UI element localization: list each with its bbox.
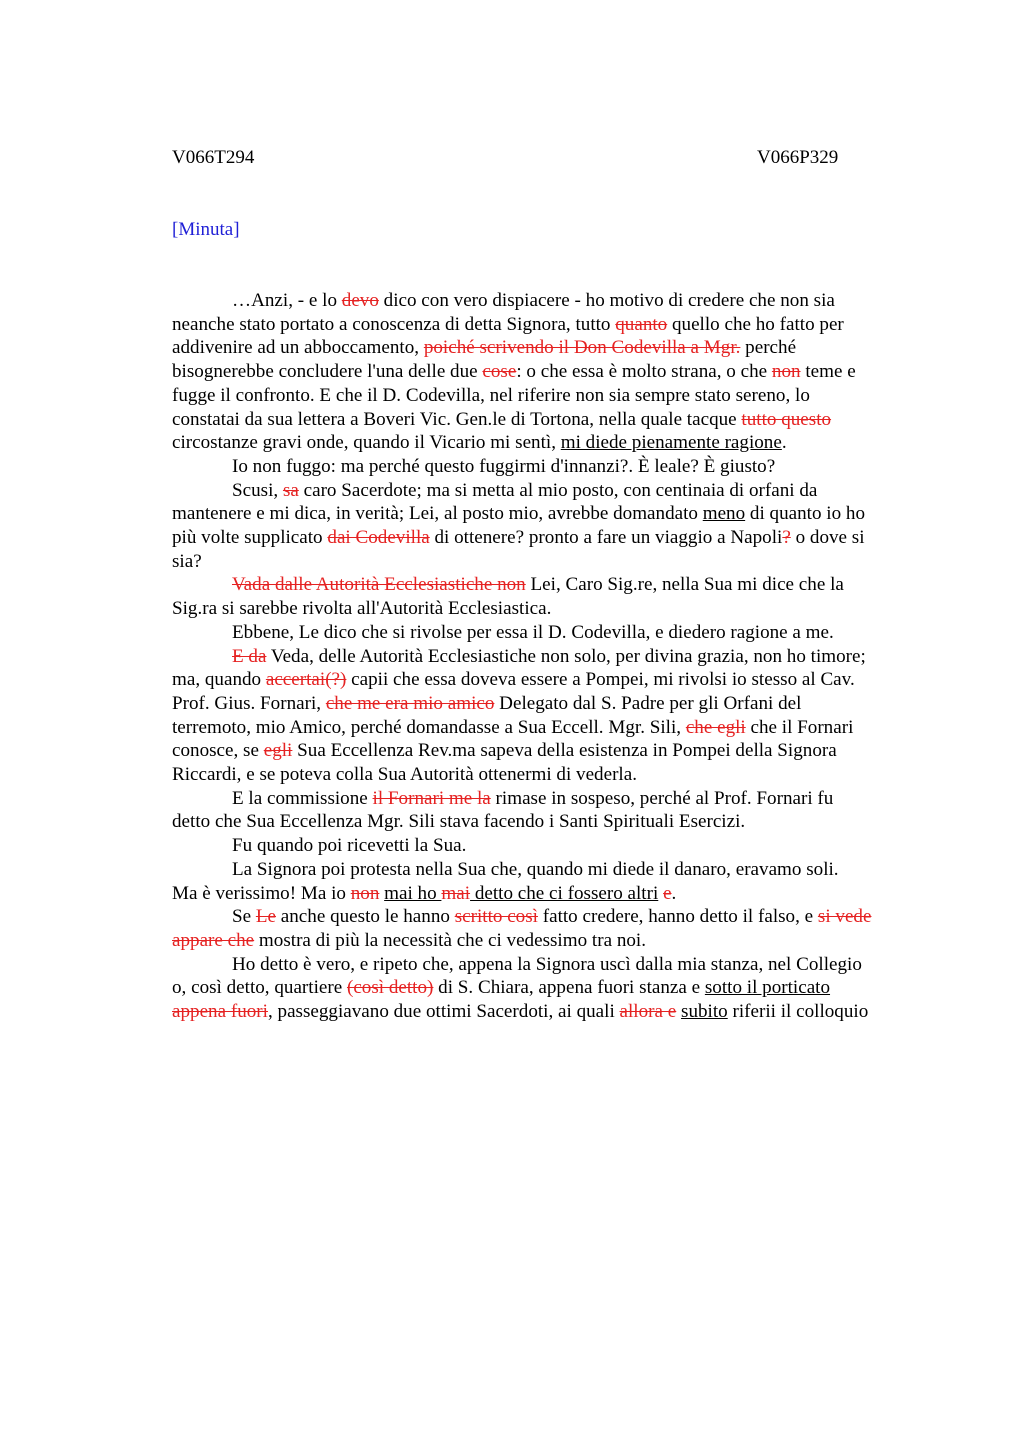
text-line (172, 692, 932, 716)
text-segment: che il Fornari (745, 716, 854, 738)
underlined-text: subito (681, 1001, 728, 1023)
text-line (172, 502, 932, 526)
text-line (172, 953, 932, 977)
text-segment: mostra di più la necessità che ci vedessimo tra noi. (254, 929, 646, 951)
text-line (172, 1000, 932, 1024)
text-segment: sia? (172, 550, 202, 572)
text-line (172, 573, 932, 597)
text-segment: circostanze gravi onde, quando il Vicario mi sentì, (172, 432, 561, 454)
deleted-text: devo (341, 290, 379, 311)
text-segment: o dove si (790, 527, 865, 549)
deleted-text: tutto questo (741, 408, 832, 430)
text-segment: addivenire ad un abboccamento, (172, 337, 424, 359)
text-segment: caro Sacerdote; ma si metta al mio posto, con centinaia di orfani da (298, 479, 818, 501)
deleted-text: appare che (172, 929, 255, 951)
deleted-text: ? (782, 527, 791, 549)
letter-body (172, 289, 932, 1024)
text-line (172, 905, 932, 929)
text-segment: Scusi, (232, 479, 283, 501)
text-line (172, 739, 932, 763)
text-line (172, 336, 932, 360)
underlined-text: detto che ci fossero altri (470, 882, 659, 904)
deleted-text: si vede (817, 906, 872, 928)
deleted-text: cose (482, 361, 517, 383)
text-segment: Delegato dal S. Padre per gli Orfani del (494, 692, 802, 714)
text-segment: riferii il colloquio (727, 1001, 869, 1023)
text-segment: capii che essa doveva essere a Pompei, mi rivolsi io stesso al Cav. (346, 669, 855, 691)
text-line (172, 455, 932, 479)
deleted-text: scritto così (454, 906, 538, 928)
text-line (172, 431, 932, 455)
text-segment: di quanto io ho (745, 503, 866, 525)
text-line (172, 408, 932, 432)
text-segment: detto che Sua Eccellenza Mgr. Sili stava facendo i Santi Spirituali Esercizi. (172, 811, 746, 833)
text-segment: rimase in sospeso, perché al Prof. Fornari fu (490, 787, 834, 809)
text-segment: . (781, 432, 787, 454)
text-segment: : o che essa è molto strana, o che (516, 361, 772, 383)
text-segment: dico con vero dispiacere - ho motivo di credere che non sia (378, 290, 835, 311)
text-segment: , passeggiavano due ottimi Sacerdoti, ai quali (267, 1001, 620, 1023)
text-segment: Sua Eccellenza Rev.ma sapeva della esistenza in Pompei della Signora (292, 740, 837, 762)
underlined-text: mai ho (384, 882, 442, 904)
text-segment: conosce, se (172, 740, 264, 762)
deleted-text: mai (441, 882, 471, 904)
text-line (172, 668, 932, 692)
text-line (172, 384, 932, 408)
text-segment: ma, quando (172, 669, 266, 691)
deleted-text: E da (232, 645, 267, 667)
deleted-text: allora e (619, 1001, 677, 1023)
text-line (172, 929, 932, 953)
text-line (172, 526, 932, 550)
text-segment: Se (232, 906, 256, 928)
text-segment: o, così detto, quartiere (172, 977, 347, 999)
text-segment: più volte supplicato (172, 527, 328, 549)
text-line (172, 810, 932, 834)
text-line (172, 858, 932, 882)
text-line (172, 360, 932, 384)
deleted-text: poiché scrivendo il Don Codevilla a Mgr. (423, 337, 741, 359)
text-segment: di ottenere? pronto a fare un viaggio a Napoli (429, 527, 783, 549)
text-line (172, 763, 932, 787)
text-line (172, 289, 932, 313)
text-segment: …Anzi, - e lo (232, 290, 342, 311)
deleted-text: che egli (685, 716, 746, 738)
deleted-text: e (663, 882, 672, 904)
deleted-text: non (771, 361, 801, 383)
text-segment: Lei, Caro Sig.re, nella Sua mi dice che la (525, 574, 844, 596)
text-line (172, 550, 932, 574)
text-segment: quello che ho fatto per (667, 313, 844, 335)
text-segment: Io non fuggo: ma perché questo fuggirmi d'innanzi?. È leale? È giusto? (232, 455, 776, 477)
text-line (172, 597, 932, 621)
deleted-text: sa (282, 479, 299, 501)
document-code-left: V066T294 (172, 147, 255, 168)
text-line (172, 834, 932, 858)
deleted-text: che me era mio amico (325, 692, 495, 714)
text-segment: Prof. Gius. Fornari, (172, 692, 326, 714)
deleted-text: Vada dalle Autorità Ecclesiastiche non (232, 574, 526, 596)
underlined-text: sotto il porticato (704, 977, 831, 999)
deleted-text: accertai(?) (265, 669, 347, 691)
text-segment: anche questo le hanno (276, 906, 455, 928)
text-segment: bisognerebbe concludere l'una delle due (172, 361, 483, 383)
underlined-text: mi diede pienamente ragione (560, 432, 782, 454)
text-line (172, 645, 932, 669)
deleted-text: (così detto) (346, 977, 434, 999)
deleted-text: non (350, 882, 380, 904)
text-segment: mantenere e mi dica, in verità; Lei, al posto mio, avrebbe domandato (172, 503, 703, 525)
text-line (172, 787, 932, 811)
text-line (172, 882, 932, 906)
text-segment: Veda, delle Autorità Ecclesiastiche non solo, per divina grazia, non ho timore; (266, 645, 866, 667)
text-segment: constatai da sua lettera a Boveri Vic. Gen.le di Tortona, nella quale tacque (172, 408, 742, 430)
text-segment: di S. Chiara, appena fuori stanza e (433, 977, 705, 999)
text-line (172, 716, 932, 740)
text-segment: neanche stato portato a conoscenza di detta Signora, tutto (172, 313, 616, 335)
text-segment: perché (740, 337, 797, 359)
underlined-text: meno (702, 503, 746, 525)
text-segment: Ebbene, Le dico che si rivolse per essa il D. Codevilla, e diedero ragione a me. (232, 621, 834, 643)
deleted-text: il Fornari me la (372, 787, 491, 809)
text-segment: fatto credere, hanno detto il falso, e (537, 906, 818, 928)
text-line (172, 479, 932, 503)
deleted-text: dai Codevilla (327, 527, 430, 549)
text-segment: La Signora poi protesta nella Sua che, quando mi diede il danaro, eravamo soli. (232, 858, 839, 880)
deleted-text: quanto (615, 313, 668, 335)
document-code-right: V066P329 (757, 147, 839, 168)
text-segment: Sig.ra si sarebbe rivolta all'Autorità Ecclesiastica. (172, 598, 552, 620)
text-line (172, 313, 932, 337)
text-line (172, 621, 932, 645)
minuta-label: [Minuta] (172, 219, 240, 240)
text-line (172, 976, 932, 1000)
text-segment: Fu quando poi ricevetti la Sua. (232, 835, 467, 857)
text-segment: Ho detto è vero, e ripeto che, appena la Signora uscì dalla mia stanza, nel Collegio (232, 953, 862, 975)
deleted-text: Le (255, 906, 277, 928)
deleted-text: appena fuori (172, 1001, 268, 1023)
text-segment: teme e (800, 361, 856, 383)
deleted-text: egli (263, 740, 293, 762)
text-segment: Riccardi, e se poteva colla Sua Autorità ottenermi di vederla. (172, 764, 637, 786)
text-segment: terremoto, mio Amico, perché domandasse a Sua Eccell. Mgr. Sili, (172, 716, 686, 738)
text-segment: . (671, 882, 677, 904)
text-segment: Ma è verissimo! Ma io (172, 882, 351, 904)
text-segment: fugge il confronto. E che il D. Codevilla, nel riferire non sia sempre stato sereno, lo (172, 384, 810, 406)
text-segment: E la commissione (232, 787, 373, 809)
